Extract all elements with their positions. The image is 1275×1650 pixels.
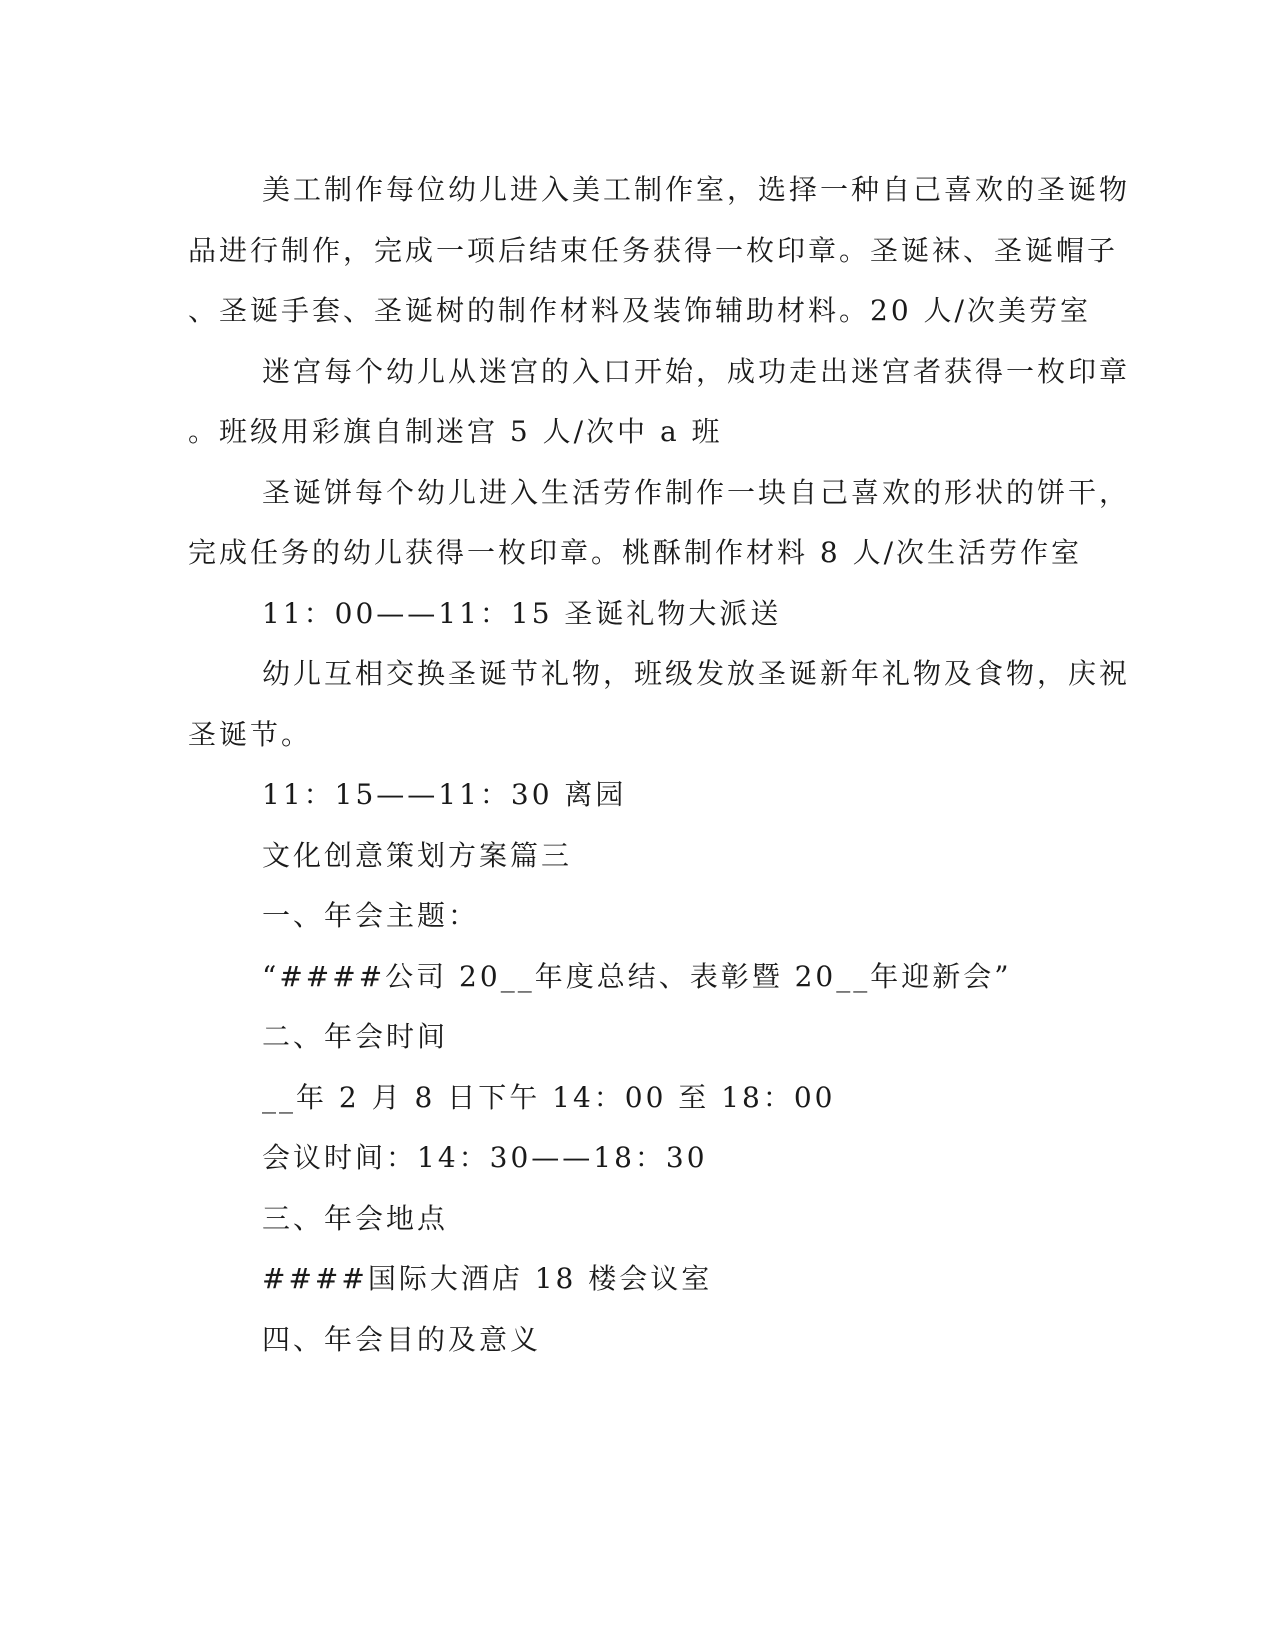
text-line: 美工制作每位幼儿进入美工制作室，选择一种自己喜欢的圣诞物 [262, 173, 1131, 206]
text-line: 11：00——11：15 圣诞礼物大派送 [262, 596, 782, 630]
text-line: 11：15——11：30 离园 [262, 778, 627, 811]
document-body [188, 160, 1131, 1370]
text-line: 圣诞节。 [188, 717, 313, 751]
heading-purpose: 四、年会目的及意义 [262, 1322, 542, 1356]
text-line: 。班级用彩旗自制迷宫 5 人/次中 a 班 [188, 415, 723, 448]
heading-location: 三、年会地点 [262, 1201, 449, 1235]
section-title: 文化创意策划方案篇三 [262, 838, 573, 872]
text-line: 会议时间：14：30——18：30 [262, 1141, 708, 1174]
text-line: 、圣诞手套、圣诞树的制作材料及装饰辅助材料。20 人/次美劳室 [188, 294, 1091, 327]
text-line: 幼儿互相交换圣诞节礼物，班级发放圣诞新年礼物及食物，庆祝 [262, 657, 1131, 690]
text-line: __年 2 月 8 日下午 14：00 至 18：00 [262, 1080, 836, 1114]
text-line: “####公司 20__年度总结、表彰暨 20__年迎新会” [262, 959, 1012, 993]
text-line: 迷宫每个幼儿从迷宫的入口开始，成功走出迷宫者获得一枚印章 [262, 354, 1131, 388]
heading-theme: 一、年会主题： [262, 899, 480, 932]
text-line: ####国际大酒店 18 楼会议室 [262, 1262, 713, 1295]
text-line: 圣诞饼每个幼儿进入生活劳作制作一块自己喜欢的形状的饼干， [262, 475, 1131, 509]
text-line: 品进行制作，完成一项后结束任务获得一枚印章。圣诞袜、圣诞帽子 [188, 233, 1119, 267]
heading-time: 二、年会时间 [262, 1020, 449, 1053]
text-line: 完成任务的幼儿获得一枚印章。桃酥制作材料 8 人/次生活劳作室 [188, 536, 1083, 569]
